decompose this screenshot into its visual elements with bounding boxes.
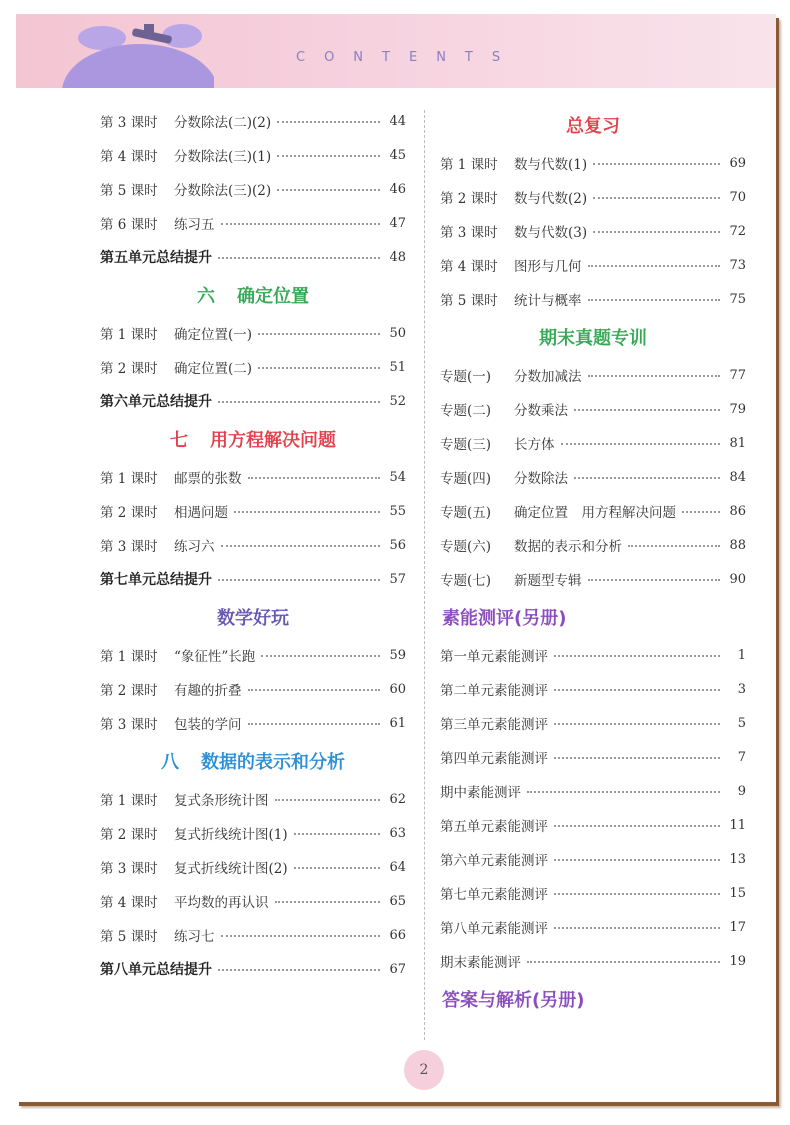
section-title: 素能测评(另册) (442, 608, 567, 629)
entry-page: 1 (737, 647, 746, 663)
entry-number: 第 3 课时 (100, 115, 158, 131)
entry-title: 长方体 (514, 437, 555, 453)
toc-entry[interactable] (440, 282, 746, 316)
dot-leader (527, 791, 720, 793)
entry-page: 47 (389, 215, 406, 231)
entry-title: 分数加减法 (514, 369, 582, 385)
entry-page: 60 (389, 681, 406, 697)
entry-number: 第 2 课时 (440, 191, 498, 207)
entry-page: 90 (729, 571, 746, 587)
toc-entry[interactable] (440, 638, 746, 672)
entry-title: 第四单元素能测评 (440, 751, 548, 767)
section-index: 六 (197, 286, 215, 307)
entry-page: 73 (729, 257, 746, 273)
entry-title: 练习六 (174, 539, 215, 555)
dot-leader (258, 367, 380, 369)
dot-leader (275, 901, 381, 903)
entry-title: 分数除法(三)(1) (174, 149, 272, 165)
section-heading (100, 418, 406, 460)
toc-entry[interactable] (440, 426, 746, 460)
column-divider (424, 110, 425, 1040)
entry-title: 练习七 (174, 929, 215, 945)
entry-number: 专题(六) (440, 539, 492, 555)
entry-number: 第 4 课时 (100, 895, 158, 911)
dot-leader (554, 893, 720, 895)
dot-leader (527, 961, 720, 963)
toc-entry[interactable] (440, 248, 746, 282)
dot-leader (561, 443, 721, 445)
dot-leader (574, 477, 720, 479)
entry-page: 19 (729, 953, 746, 969)
right-column (440, 104, 746, 1020)
dot-leader (588, 375, 721, 377)
entry-title: 确定位置(一) (174, 327, 253, 343)
toc-entry[interactable] (100, 782, 406, 816)
entry-number: 第 3 课时 (100, 539, 158, 555)
entry-page: 77 (729, 367, 746, 383)
entry-title: 复式条形统计图 (174, 793, 269, 809)
toc-entry[interactable] (440, 562, 746, 596)
dot-leader (234, 511, 380, 513)
entry-page: 9 (737, 783, 746, 799)
dot-leader (277, 121, 380, 123)
entry-number: 第 1 课时 (440, 157, 498, 173)
entry-number: 专题(二) (440, 403, 492, 419)
entry-page: 48 (389, 249, 406, 265)
dot-leader (248, 723, 381, 725)
toc-entry[interactable] (100, 172, 406, 206)
entry-title: 第八单元总结提升 (100, 962, 212, 978)
toc-entry[interactable] (100, 240, 406, 274)
dot-leader (294, 867, 380, 869)
section-heading (100, 740, 406, 782)
dot-leader (593, 163, 720, 165)
entry-title: 第二单元素能测评 (440, 683, 548, 699)
entry-page: 15 (729, 885, 746, 901)
dot-leader (628, 545, 720, 547)
dot-leader (588, 299, 721, 301)
toc-entry[interactable] (100, 206, 406, 240)
entry-title: 第五单元总结提升 (100, 250, 212, 266)
dot-leader (248, 477, 381, 479)
entry-title: 新题型专辑 (514, 573, 582, 589)
section-title: 总复习 (566, 116, 620, 137)
toc-entry[interactable] (440, 460, 746, 494)
header-band (16, 14, 776, 88)
toc-entry[interactable] (440, 740, 746, 774)
entry-title: 第六单元素能测评 (440, 853, 548, 869)
dot-leader (574, 409, 720, 411)
entry-page: 59 (389, 647, 406, 663)
entry-page: 86 (729, 503, 746, 519)
toc-entry[interactable] (100, 918, 406, 952)
page-number: 2 (404, 1050, 444, 1090)
entry-title: 包装的学问 (174, 717, 242, 733)
dot-leader (554, 927, 720, 929)
entry-page: 81 (729, 435, 746, 451)
dot-leader (221, 935, 381, 937)
entry-page: 64 (389, 859, 406, 875)
toc-entry[interactable] (440, 706, 746, 740)
entry-title: 确定位置 用方程解决问题 (514, 505, 676, 521)
entry-title: 复式折线统计图(1) (174, 827, 288, 843)
entry-page: 66 (389, 927, 406, 943)
entry-title: 第五单元素能测评 (440, 819, 548, 835)
entry-title: 数与代数(3) (514, 225, 588, 241)
section-heading (440, 316, 746, 358)
entry-number: 第 5 课时 (440, 293, 498, 309)
alarm-clock-decoration (44, 14, 214, 88)
toc-entry[interactable] (100, 884, 406, 918)
entry-page: 17 (729, 919, 746, 935)
toc-entry[interactable] (440, 214, 746, 248)
entry-page: 55 (389, 503, 406, 519)
toc-entry[interactable] (440, 672, 746, 706)
dot-leader (218, 401, 380, 403)
entry-title: 邮票的张数 (174, 471, 242, 487)
entry-title: 第七单元素能测评 (440, 887, 548, 903)
toc-entry[interactable] (440, 146, 746, 180)
entry-title: 有趣的折叠 (174, 683, 242, 699)
toc-entry[interactable] (100, 350, 406, 384)
dot-leader (248, 689, 381, 691)
entry-title: 数与代数(2) (514, 191, 588, 207)
section-heading (440, 596, 746, 638)
toc-entry[interactable] (440, 180, 746, 214)
entry-title: 确定位置(二) (174, 361, 253, 377)
section-heading (100, 274, 406, 316)
entry-number: 第 3 课时 (440, 225, 498, 241)
section-title: 确定位置 (237, 286, 309, 307)
entry-page: 70 (729, 189, 746, 205)
entry-page: 65 (389, 893, 406, 909)
dot-leader (221, 545, 381, 547)
dot-leader (277, 155, 380, 157)
section-heading (100, 596, 406, 638)
entry-number: 第 2 课时 (100, 683, 158, 699)
entry-page: 75 (729, 291, 746, 307)
entry-title: 统计与概率 (514, 293, 582, 309)
entry-number: 第 4 课时 (100, 149, 158, 165)
toc-entry[interactable] (440, 774, 746, 808)
toc-entry[interactable] (440, 876, 746, 910)
section-title: 期末真题专训 (539, 328, 647, 349)
dot-leader (218, 969, 380, 971)
entry-title: 分数除法 (514, 471, 568, 487)
entry-page: 11 (729, 817, 746, 833)
dot-leader (221, 223, 381, 225)
entry-page: 50 (389, 325, 406, 341)
entry-title: 期中素能测评 (440, 785, 521, 801)
dot-leader (554, 825, 720, 827)
entry-number: 第 5 课时 (100, 929, 158, 945)
entry-page: 13 (729, 851, 746, 867)
dot-leader (294, 833, 380, 835)
entry-title: 数据的表示和分析 (514, 539, 622, 555)
entry-title: 第七单元总结提升 (100, 572, 212, 588)
entry-title: “象征性”长跑 (174, 649, 256, 665)
entry-page: 84 (729, 469, 746, 485)
entry-title: 第一单元素能测评 (440, 649, 548, 665)
section-title: 答案与解析(另册) (442, 990, 585, 1011)
left-column (100, 104, 406, 986)
entry-page: 62 (389, 791, 406, 807)
toc-entry[interactable] (440, 808, 746, 842)
entry-title: 图形与几何 (514, 259, 582, 275)
dot-leader (258, 333, 380, 335)
entry-number: 第 6 课时 (100, 217, 158, 233)
toc-entry[interactable] (440, 842, 746, 876)
dot-leader (554, 689, 720, 691)
entry-page: 69 (729, 155, 746, 171)
dot-leader (261, 655, 380, 657)
entry-title: 第三单元素能测评 (440, 717, 548, 733)
dot-leader (554, 723, 720, 725)
entry-number: 第 5 课时 (100, 183, 158, 199)
dot-leader (218, 257, 380, 259)
toc-entry[interactable] (100, 494, 406, 528)
toc-entry[interactable] (100, 672, 406, 706)
entry-page: 46 (389, 181, 406, 197)
entry-title: 第八单元素能测评 (440, 921, 548, 937)
dot-leader (588, 265, 721, 267)
toc-entry[interactable] (100, 638, 406, 672)
entry-number: 第 1 课时 (100, 327, 158, 343)
entry-number: 第 1 课时 (100, 649, 158, 665)
entry-title: 相遇问题 (174, 505, 228, 521)
toc-entry[interactable] (100, 816, 406, 850)
section-title: 用方程解决问题 (210, 430, 336, 451)
entry-title: 练习五 (174, 217, 215, 233)
toc-entry[interactable] (100, 316, 406, 350)
entry-page: 72 (729, 223, 746, 239)
entry-page: 57 (389, 571, 406, 587)
dot-leader (277, 189, 380, 191)
entry-title: 分数除法(二)(2) (174, 115, 272, 131)
toc-entry[interactable] (440, 528, 746, 562)
entry-page: 88 (729, 537, 746, 553)
entry-page: 3 (737, 681, 746, 697)
entry-number: 专题(七) (440, 573, 492, 589)
toc-entry[interactable] (100, 460, 406, 494)
dot-leader (554, 757, 720, 759)
entry-number: 第 3 课时 (100, 861, 158, 877)
entry-number: 第 2 课时 (100, 827, 158, 843)
entry-number: 专题(三) (440, 437, 492, 453)
toc-entry[interactable] (100, 562, 406, 596)
entry-title: 复式折线统计图(2) (174, 861, 288, 877)
toc-entry[interactable] (100, 952, 406, 986)
dot-leader (588, 579, 721, 581)
entry-page: 79 (729, 401, 746, 417)
entry-title: 分数除法(三)(2) (174, 183, 272, 199)
entry-number: 第 1 课时 (100, 793, 158, 809)
dot-leader (593, 231, 720, 233)
entry-title: 期末素能测评 (440, 955, 521, 971)
dot-leader (275, 799, 381, 801)
section-heading (440, 104, 746, 146)
entry-page: 52 (389, 393, 406, 409)
page-frame (16, 14, 776, 1102)
contents-label: CONTENTS (296, 50, 520, 65)
entry-page: 67 (389, 961, 406, 977)
entry-page: 7 (737, 749, 746, 765)
entry-page: 63 (389, 825, 406, 841)
entry-number: 第 4 课时 (440, 259, 498, 275)
toc-entry[interactable] (440, 494, 746, 528)
entry-page: 5 (737, 715, 746, 731)
toc-entry[interactable] (100, 528, 406, 562)
entry-page: 45 (389, 147, 406, 163)
entry-number: 第 1 课时 (100, 471, 158, 487)
dot-leader (682, 511, 720, 513)
toc-entry[interactable] (100, 384, 406, 418)
entry-number: 专题(五) (440, 505, 492, 521)
entry-number: 第 2 课时 (100, 361, 158, 377)
section-heading (440, 978, 746, 1020)
toc-entry[interactable] (440, 392, 746, 426)
toc-entry[interactable] (440, 910, 746, 944)
entry-page: 54 (389, 469, 406, 485)
dot-leader (554, 655, 720, 657)
toc-entry[interactable] (100, 138, 406, 172)
entry-title: 第六单元总结提升 (100, 394, 212, 410)
dot-leader (554, 859, 720, 861)
section-title: 数学好玩 (217, 608, 289, 629)
entry-number: 专题(一) (440, 369, 492, 385)
entry-number: 专题(四) (440, 471, 492, 487)
section-index: 八 (161, 752, 179, 773)
entry-page: 56 (389, 537, 406, 553)
toc-entry[interactable] (440, 358, 746, 392)
entry-title: 平均数的再认识 (174, 895, 269, 911)
entry-title: 数与代数(1) (514, 157, 588, 173)
entry-page: 61 (389, 715, 406, 731)
toc-entry[interactable] (100, 104, 406, 138)
entry-number: 第 2 课时 (100, 505, 158, 521)
dot-leader (593, 197, 720, 199)
dot-leader (218, 579, 380, 581)
toc-entry[interactable] (440, 944, 746, 978)
toc-entry[interactable] (100, 706, 406, 740)
section-index: 七 (170, 430, 188, 451)
section-title: 数据的表示和分析 (201, 752, 345, 773)
entry-page: 44 (389, 113, 406, 129)
toc-entry[interactable] (100, 850, 406, 884)
entry-title: 分数乘法 (514, 403, 568, 419)
entry-page: 51 (389, 359, 406, 375)
entry-number: 第 3 课时 (100, 717, 158, 733)
